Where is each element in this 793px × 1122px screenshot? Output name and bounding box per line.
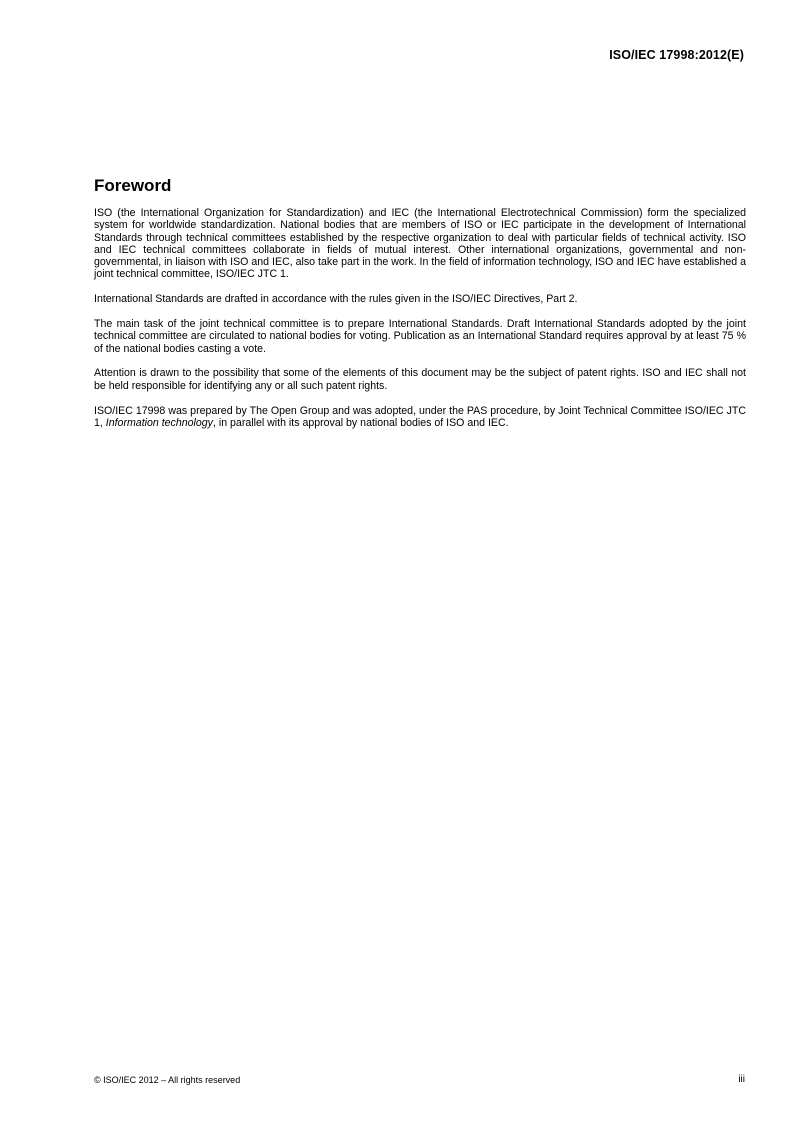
foreword-body: [94, 207, 746, 442]
paragraph-organizations: ISO (the International Organization for Standardization) and IEC (the International Electrotechnical Commission) form the specialized system for worldwide standardization. National bodies that are members of ISO or IEC participate in the development of International Standards through technical committees established by the respective organization to deal with particular fields of technical activity. ISO and IEC technical committees collaborate in fields of mutual interest. Other international organizations, governmental and non-governmental, in liaison with ISO and IEC, also take part in the work. In the field of information technology, ISO and IEC have established a joint technical committee, ISO/IEC JTC 1.: [94, 207, 746, 281]
paragraph-preparation: [94, 405, 746, 430]
preparation-text-start: ISO/IEC 17998 was prepared by The Open Group and was adopted, under the PAS procedure, by Joint Technical Committee ISO/IEC JTC 1,: [94, 404, 746, 429]
paragraph-committee-task: The main task of the joint technical committee is to prepare International Standards. Draft International Standards adopted by the joint technical committee are circulated to national bodies for voting. Publication as an International Standard requires approval by at least 75 % of the national bodies casting a vote.: [94, 318, 746, 355]
paragraph-drafting-rules: International Standards are drafted in accordance with the rules given in the ISO/IEC Directives, Part 2.: [94, 293, 578, 306]
committee-name-italic: Information technology: [105, 416, 213, 429]
preparation-text-end: , in parallel with its approval by national bodies of ISO and IEC.: [212, 416, 509, 429]
page-number: iii: [738, 1074, 745, 1085]
copyright-notice: © ISO/IEC 2012 – All rights reserved: [94, 1075, 241, 1085]
paragraph-patent-rights: Attention is drawn to the possibility that some of the elements of this document may be the subject of patent rights. ISO and IEC shall not be held responsible for identifying any or all such patent rights.: [94, 367, 746, 392]
section-title: Foreword: [94, 176, 172, 195]
document-identifier: ISO/IEC 17998:2012(E): [609, 48, 744, 62]
